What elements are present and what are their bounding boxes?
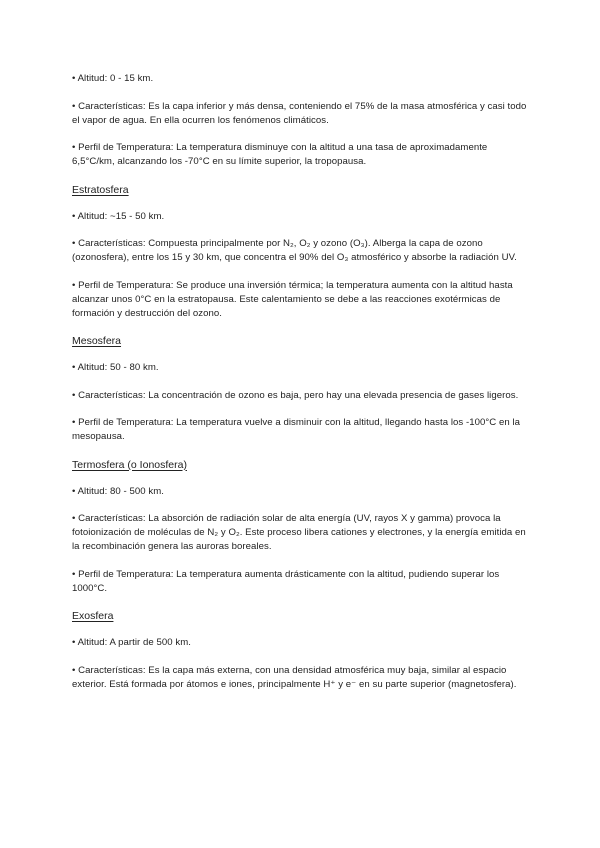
estratosfera-heading: Estratosfera xyxy=(72,183,129,196)
exosfera-altitud: • Altitud: A partir de 500 km. xyxy=(72,637,191,648)
troposfera-altitud: • Altitud: 0 - 15 km. xyxy=(72,73,154,84)
troposfera-perfil: • Perfil de Temperatura: La temperatura disminuye con la altitud a una tasa de aproximadamente 6,5°C/km, alcanzando los -70°C en su límite superior, la tropopausa. xyxy=(72,142,488,167)
mesosfera-heading: Mesosfera xyxy=(72,335,122,347)
estratosfera-perfil: • Perfil de Temperatura: Se produce una inversión térmica; la temperatura aumenta con la altitud hasta alcanzar unos 0°C en la estratopausa. Este calentamiento se debe a las reacciones exotérmicas de formación y destrucción del ozono. xyxy=(72,279,513,319)
document-page xyxy=(72,72,532,705)
exosfera-heading: Exosfera xyxy=(72,610,114,622)
mesosfera-altitud: • Altitud: 50 - 80 km. xyxy=(72,362,159,373)
exosfera-caracteristicas: • Características: Es la capa más externa, con una densidad atmosférica muy baja, similar al espacio exterior. Está formada por átomos e iones, principalmente H⁺ y e⁻ en su parte superior (magnetosfera). xyxy=(72,664,517,690)
estratosfera-altitud: • Altitud: ~15 - 50 km. xyxy=(72,210,165,222)
termosfera-altitud: • Altitud: 80 - 500 km. xyxy=(72,485,164,497)
termosfera-caracteristicas: • Características: La absorción de radiación solar de alta energía (UV, rayos X y gamma) provoca la fotoionización de moléculas de N₂ y O₂. Este proceso libera cationes y electrones, y la energía emitida en la recombinación genera las auroras boreales. xyxy=(72,513,526,552)
termosfera-heading: Termosfera (o Ionosfera) xyxy=(72,458,187,471)
troposfera-caracteristicas: • Características: Es la capa inferior y más densa, conteniendo el 75% de la masa atmosférica y casi todo el vapor de agua. En ella ocurren los fenómenos climáticos. xyxy=(72,100,527,126)
mesosfera-perfil: • Perfil de Temperatura: La temperatura vuelve a disminuir con la altitud, llegando hasta los -100°C en la mesopausa. xyxy=(72,417,521,442)
termosfera-perfil: • Perfil de Temperatura: La temperatura aumenta drásticamente con la altitud, pudiendo superar los 1000°C. xyxy=(72,568,500,594)
estratosfera-caracteristicas: • Características: Compuesta principalmente por N₂, O₂ y ozono (O₃). Alberga la capa de ozono (ozonosfera), entre los 15 y 30 km, que concentra el 90% del O₃ atmosférico y absorbe la radiación UV. xyxy=(72,238,517,263)
mesosfera-caracteristicas: • Características: La concentración de ozono es baja, pero hay una elevada presencia de gases ligeros. xyxy=(72,389,519,401)
